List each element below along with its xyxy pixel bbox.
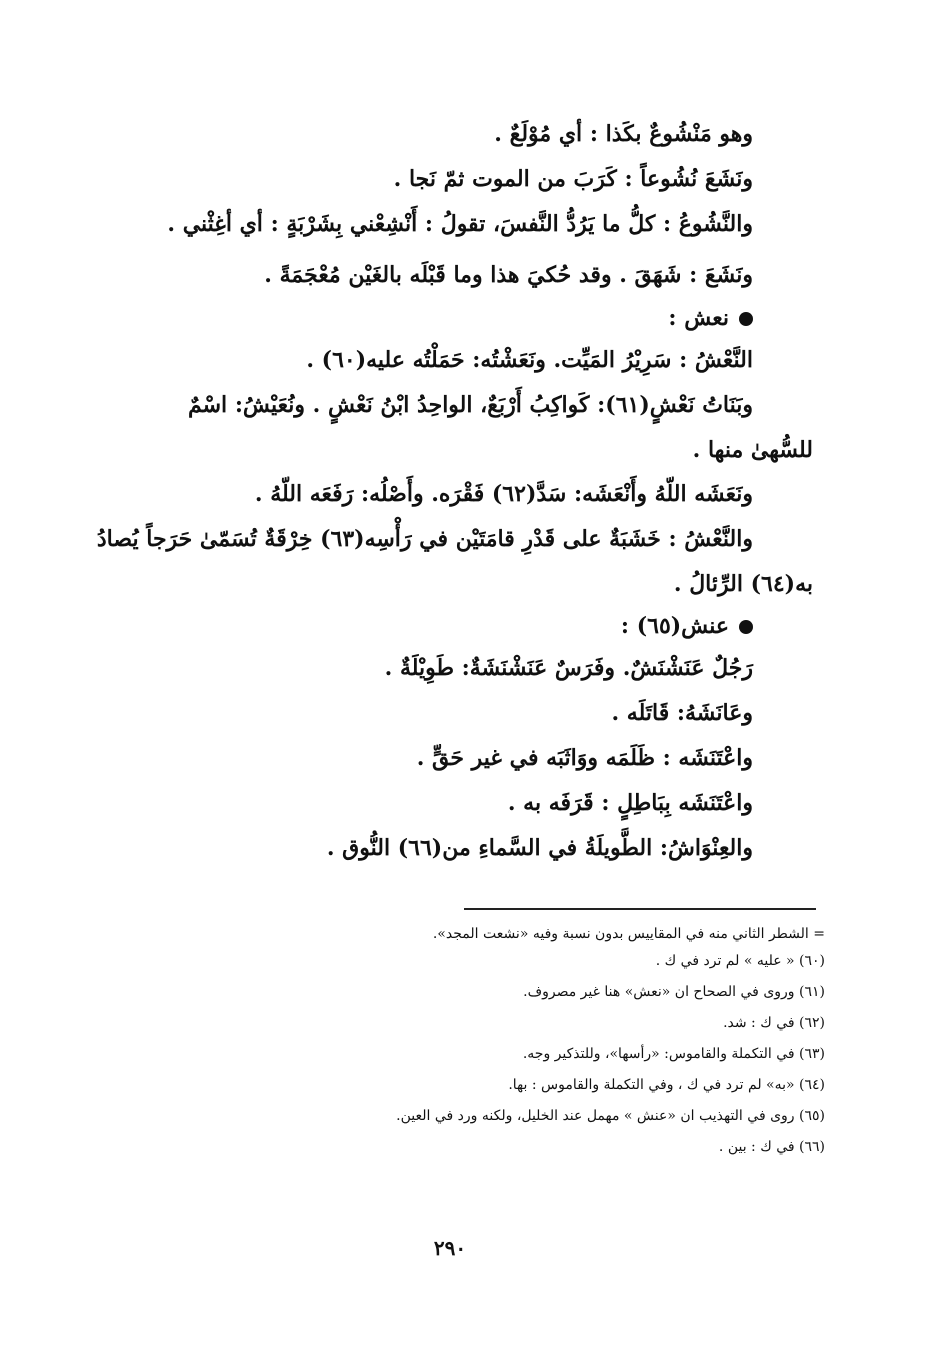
text-line: ونَعَشَه اللّهُ وأَنْعَشَه: سَدَّ(٦٢) فَقْرَه. وأَصْلُه: رَفَعَه اللّهُ . bbox=[254, 481, 753, 507]
text-line: ونَشَعَ : شَهَقَ . وقد حُكيَ هذا وما قَبْلَه بالغَيْن مُعْجَمَةً . bbox=[264, 262, 753, 288]
text-line: واعْتَنَشَه : ظَلَمَه ووَاثَبَه في غير حَقٍّ . bbox=[416, 745, 753, 771]
footnote: (٦٦) في ك : بين . bbox=[718, 1139, 825, 1155]
text-line: والنَّعْشُ : خَشَبَةٌ على قَدْرِ قامَتَيْن في رَأْسِه(٦٣) خِرْقَةٌ تُسَمّىٰ حَرَجاً يُصادُ bbox=[96, 526, 753, 552]
main-text-body bbox=[96, 112, 813, 871]
text-line: وهو مَنْشُوعٌ بكَذا : أي مُوْلَعٌ . bbox=[494, 121, 753, 147]
text-line: والنَّشُوعُ : كلُّ ما يَرُدُّ النَّفسَ، تقولُ : أَنْشِعْني بِشَرْبَةٍ : أي أغِثْني . bbox=[167, 211, 753, 237]
footnote-divider bbox=[464, 908, 816, 910]
text-line: ونَشَعَ نُشُوعاً : كَرَبَ من الموت ثمّ نَجا . bbox=[393, 166, 753, 192]
footnote: (٦٢) في ك : شد. bbox=[723, 1015, 825, 1031]
footnote: (٦٥) روى في التهذيب ان «عنش » مهمل عند الخليل، ولكنه ورد في العين. bbox=[396, 1108, 825, 1124]
entry-heading-label: نعش : bbox=[668, 305, 729, 331]
text-line: به(٦٤) الرِّئالُ . bbox=[673, 571, 813, 597]
text-line: والعِنْوَاشُ: الطَّويلَةُ في السَّماءِ من(٦٦) النُّوق . bbox=[326, 835, 753, 861]
bullet-icon bbox=[739, 312, 753, 326]
text-line: وعَانَشَهُ: قَاتَلَه . bbox=[611, 700, 753, 726]
footnote: (٦٣) في التكملة والقاموس: «رأسها»، وللتذكير وجه. bbox=[522, 1046, 825, 1062]
text-line: النَّعْشُ : سَرِيْرُ المَيِّت. ونَعَشْتُه: حَمَلْتُه عليه(٦٠) . bbox=[306, 347, 753, 373]
entry-heading-label: عنش(٦٥) : bbox=[620, 613, 729, 639]
entry-heading-anash bbox=[195, 606, 813, 646]
text-line: للسُّهىٰ منها . bbox=[692, 437, 813, 463]
bullet-icon bbox=[739, 620, 753, 634]
footnote: (٦١) وروى في الصحاح ان «نعش» هنا غير مصروف. bbox=[523, 984, 825, 1000]
footnote: (٦٤) «به» لم ترد في ك ، وفي التكملة والقاموس : بها. bbox=[508, 1077, 825, 1093]
text-line: وبَنَاتُ نَعْشٍ(٦١): كَواكِبُ أَرْبَعٌ، الواحِدُ ابْنُ نَعْشٍ . ونُعَيْشُ: اسْمٌ bbox=[187, 392, 753, 418]
footnotes bbox=[280, 922, 825, 1163]
footnote: = الشطر الثاني منه في المقاييس بدون نسبة وفيه «نشعت المجد». bbox=[432, 926, 825, 942]
footnote: (٦٠) « عليه » لم ترد في ك . bbox=[655, 953, 825, 969]
text-line: واعْتَنَشَه بِبَاطِلٍ : قَرَفَه به . bbox=[507, 790, 753, 816]
text-line: رَجُلٌ عَنَشْنَشٌ. وفَرَسٌ عَنَشْنَشَةٌ: طَوِيْلَةٌ . bbox=[384, 655, 753, 681]
page-number: ٢٩٠ bbox=[433, 1236, 467, 1260]
entry-heading-naash bbox=[195, 298, 813, 338]
